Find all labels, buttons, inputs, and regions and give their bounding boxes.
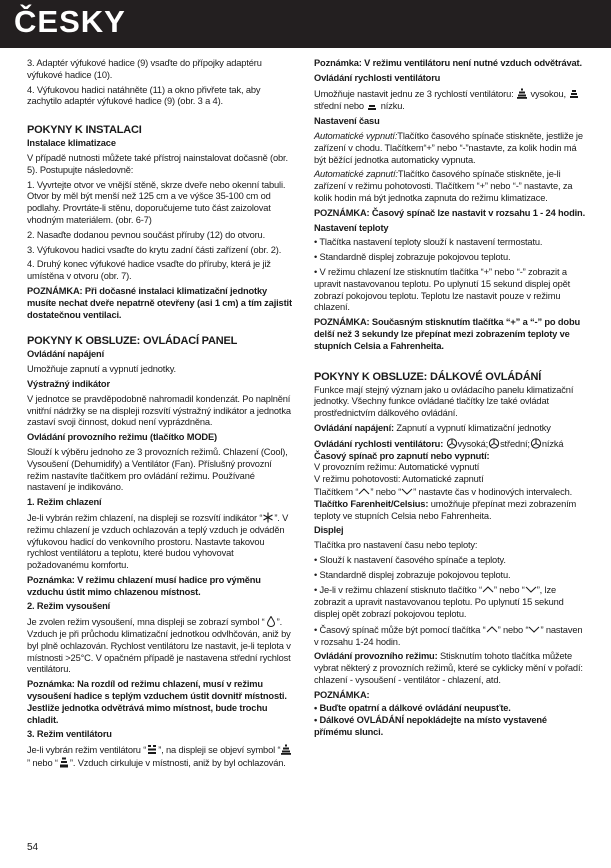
cool-subheading: 1. Režim chlazení [27,497,102,508]
fan-speed-mid-icon [568,88,580,99]
fan-subheading: 3. Režim ventilátoru [27,729,112,740]
remote-intro: Funkce mají stejný význam jako u ovládacího panelu klimatizační jednotky. Všechny funkce ovládané tlačítky lze také ovládat prostřednictvím dálkového ovládání. [314,384,574,419]
power-subheading: Ovládání napájení [27,349,105,360]
chevron-down-icon [528,624,540,635]
dry-text: Je zvolen režim vysoušení, mna displeji se zobrazí symbol “ ”. Vzduch je při průchodu klimatizační jednotkou odvlhčován, aniž by byl plně ochlazován. Rychlost ventilátoru lze nastavit, je-li teplota v místnosti >25°C. V opačném případě je nastavena střední rychlost ventilátoru. [27,617,291,675]
snowflake-icon [262,512,274,523]
chevron-up-icon [486,624,498,635]
fan-note: Poznámka: V režimu ventilátoru není nutné vzduch odvětrávat. [314,58,582,68]
speed-text: Umožňuje nastavit jednu ze 3 rychlostí ventilátoru: vysokou, střední nebo nízku. [314,88,586,114]
display-text: Tlačítka pro nastavení času nebo teploty: [314,540,478,551]
fan-icon [58,757,70,768]
left-column [27,58,295,773]
auto-off-text: Automatické vypnutí:Tlačítko časového spínače stiskněte, jestliže je zařízení v chodu. Tlačítkem“+” nebo “-”nastavte, za kolik hodin má být běžící jednotka automaticky vypnuta. [314,130,583,165]
time-note: POZNÁMKA: Časový spínač lze nastavit v rozsahu 1 - 24 hodin. [314,207,586,218]
install-heading: POKYNY K INSTALACI [27,124,142,137]
remote-timer-3: Tlačítkem “ ” nebo “ ” nastavte čas v hodinových intervalech. [314,486,573,497]
page-title: ČESKY [14,4,126,39]
dry-note: Poznámka: Na rozdíl od režimu chlazení, musí v režimu vysoušení hadice s teplým vzduchem ústit dovnitř místnosti. Jestliže jednotka odvětrává mimo místnost, bude trochu chladit. [27,679,287,725]
language-header [0,0,611,48]
cool-text: Je-li vybrán režim chlazení, na displeji se rozsvítí indikátor “ ”. V režimu chlazení je vzduch ochlazován a teplý vzduch je odváděn výfukovou hadicí do venkovního prostoru. Nastavte takovou rychlost ventilátoru a teplotu, které budou vyhovovat požadovanému komfortu. [27,512,289,571]
install-step-3: 3. Výfukovou hadici vsaďte do krytu zadní části zařízení (obr. 2). [27,244,282,255]
remote-timer-2: V režimu pohotovosti: Automatické zapnutí [314,474,484,485]
dry-subheading: 2. Režim vysoušení [27,601,111,612]
display-bullet-4: • Časový spínač může být pomocí tlačítka “ ” nebo “ ” nastaven v rozsahu 1-24 hodin. [314,624,583,647]
install-intro: V případě nutnosti můžete také přístroj nainstalovat dočasně (obr. 5). Postupujte následovně: [27,152,288,175]
install-step-2: 2. Nasaďte dodanou pevnou součást příruby (12) do otvoru. [27,229,266,240]
power-text: Umožňuje zapnutí a vypnutí jednotky. [27,364,176,375]
intro-step-4: 4. Výfukovou hadici natáhněte (11) a okno přivřete tak, aby zachytilo adaptér výfukové hadice (9) (obr. 3 a 4). [27,84,261,107]
remote-mode: Ovládání provozního režimu: Stisknutím tohoto tlačítka můžete vybrat některý z provozních režimů, které se cyklicky mění v pořadí: chlazení - vysoušení - ventilátor - chlazení, atd. [314,651,583,686]
install-note: POZNÁMKA: Při dočasné instalaci klimatizační jednotky musíte nechat dveře nepatrně otevřeny (asi 1 cm) a tím zajistit dostatečnou ventilaci. [27,285,292,320]
intro-step-3: 3. Adaptér výfukové hadice (9) vsaďte do přípojky adaptéru výfukové hadice (10). [27,58,262,80]
fan-text: Je-li vybrán režim ventilátoru “ ”, na displeji se objeví symbol “ ” nebo “ ”. Vzduch cirkuluje v místnosti, aniž by byl ochlazován. [27,744,295,770]
right-column [314,58,586,742]
final-bullet-2: • Dálkové OVLÁDÁNÍ nepokládejte na místo vystavené přímému slunci. [314,715,547,738]
fan-icon [446,438,458,449]
chevron-up-icon [482,584,494,595]
mode-subheading: Ovládání provozního režimu (tlačítko MODE) [27,432,217,443]
chevron-down-icon [401,486,413,497]
install-step-1: 1. Vyvrtejte otvor ve vnější stěně, skrze dveře nebo okenní tabuli. Otvor by měl být menší než 125 cm a ve výšce 35-100 cm od podlahy. Provrtáte-li stěnu, doporučujeme tuto část zaizolovat vhodným materiálem. (obr. 6-7) [27,179,286,225]
install-step-4: 4. Druhý konec výfukové hadice vsaďte do příruby, která je již umístěna v otvoru (obr. 7). [27,259,271,282]
display-bullet-1: • Slouží k nastavení časového spínače a teploty. [314,554,506,565]
final-bullet-1: • Buďte opatrní a dálkové ovládání neupusťte. [314,702,511,713]
auto-on-text: Automatické zapnutí:Tlačítko časového spínače stiskněte, je-li zařízení v režimu pohotovosti. Tlačítkem “+” nebo “-” nastavte, za kolik hodin má být jednotka zapnuta do režimu klimatizace. [314,169,573,203]
temp-note: POZNÁMKA: Současným stisknutím tlačítka “+” a “-” po dobu delší než 3 sekundy lze přepínat mezi zobrazením teploty ve stupních Celsia a Fahrenheita. [314,317,581,351]
fan-icon [146,744,158,755]
chevron-down-icon [525,584,537,595]
speed-subheading: Ovládání rychlosti ventilátoru [314,72,441,83]
temp-subheading: Nastavení teploty [314,222,389,233]
display-bullet-2: • Standardně displej zobrazuje pokojovou teplotu. [314,569,511,580]
remote-power: Ovládání napájení: Zapnutí a vypnutí klimatizační jednotky [314,422,551,433]
fan-icon [530,438,542,449]
warning-text: V jednotce se pravděpodobně nahromadil kondenzát. Po naplnění vnitřní nádržky se na displeji rozsvítí výstražný indikátor a jednotka zastaví svoji činnost, dokud není vyprázdněna. [27,393,291,428]
temp-bullet-2: • Standardně displej zobrazuje pokojovou teplotu. [314,252,511,263]
remote-speed: Ovládání rychlosti ventilátoru: vysoká; střední; nízká [314,438,564,449]
remote-timer-label: Časový spínač pro zapnutí nebo vypnutí: [314,450,490,461]
fan-speed-icon [280,744,292,755]
fan-speed-high-icon [516,88,528,99]
final-note-label: POZNÁMKA: [314,689,370,700]
page-number: 54 [27,842,39,853]
fan-icon [488,438,500,449]
temp-bullet-1: • Tlačítka nastavení teploty slouží k nastavení termostatu. [314,237,543,248]
time-subheading: Nastavení času [314,116,380,127]
install-subheading: Instalace klimatizace [27,138,116,149]
display-subheading: Displej [314,525,344,536]
panel-heading: POKYNY K OBSLUZE: OVLÁDACÍ PANEL [27,335,238,348]
display-bullet-3: • Je-li v režimu chlazení stisknuto tlačítko “ ” nebo “ ”, lze zobrazit a upravit nastavovanou teplotu. Po uplynutí 15 sekund displej opět zobrazí pokojovou teplotu. [314,585,564,620]
cool-note: Poznámka: V režimu chlazení musí hadice pro výměnu vzduchu ústit mimo chlazenou místnost. [27,574,261,597]
remote-cf: Tlačítko Farenheit/Celsius: umožňuje přepínat mezi zobrazením teploty ve stupních Celsia nebo Fahrenheita. [314,498,577,521]
droplet-icon [265,616,277,627]
chevron-up-icon [358,486,370,497]
mode-text: Slouží k výběru jednoho ze 3 provozních režimů. Chlazení (Cool), Vysoušení (Dehumidify) a Ventilátor (Fan). Příslušný provozní režim nastavíte tlačítkem pro ovládání režimu. Používané nastavení je indikováno. [27,446,288,493]
temp-bullet-3: • V režimu chlazení lze stisknutím tlačítka “+” nebo “-” zobrazit a upravit nastavovanou teplotu. Po uplynutí 15 sekund displej opět zobrazí pokojovou teplotu. Teplotu lze nastavit pouze v režimu chlazení. [314,266,571,313]
remote-timer-1: V provozním režimu: Automatické vypnutí [314,462,480,473]
fan-speed-low-icon [366,100,378,111]
warning-subheading: Výstražný indikátor [27,378,110,389]
remote-heading: POKYNY K OBSLUZE: DÁLKOVÉ OVLÁDÁNÍ [314,370,542,383]
